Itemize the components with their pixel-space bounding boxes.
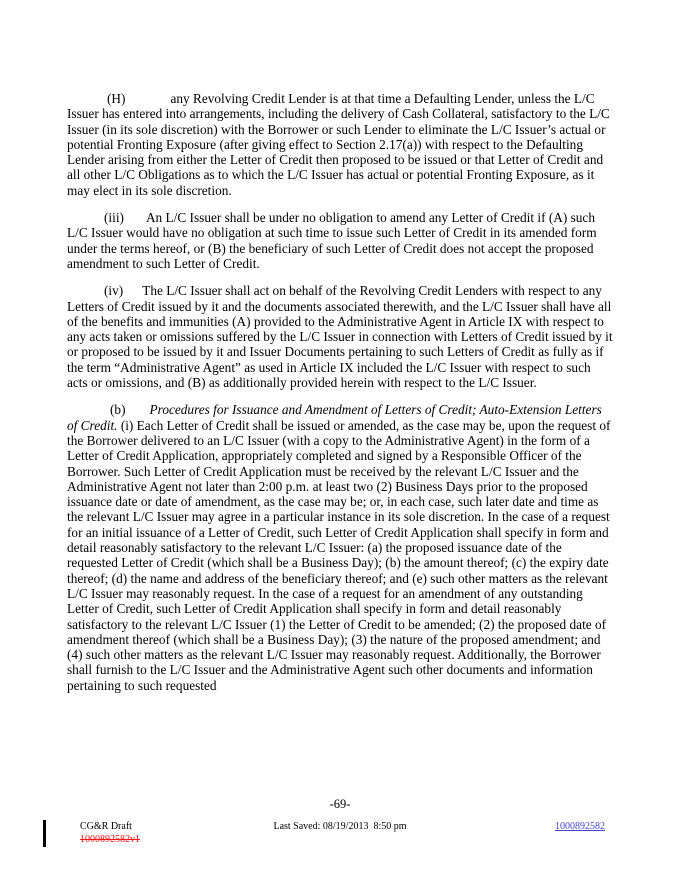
last-saved-text: Last Saved: 08/19/2013 8:50 pm	[273, 821, 407, 832]
tab-spacer	[126, 413, 150, 414]
tab-spacer	[124, 221, 146, 222]
clause-heading-italic: Procedures for Issuance and Amendment of Letters of Credit; Auto-Extension Letters of Credit.	[67, 402, 602, 433]
paragraph-text: An L/C Issuer shall be under no obligation to amend any Letter of Credit if (A) such L/C Issuer would have no obligation at such time to issue such Letter of Credit in its amended form under the terms hereof, or (B) the beneficiary of such Letter of Credit does not accept the proposed amendment to such Letter of Credit.	[67, 210, 597, 271]
paragraph-label: (b)	[110, 402, 126, 418]
document-id-struck: 1000892582v1	[80, 833, 140, 845]
paragraph-text: any Revolving Credit Lender is at that time a Defaulting Lender, unless the L/C Issuer has entered into arrangements, including the delivery of Cash Collateral, satisfactory to the L/C Issuer (in its sole discretion) with the Borrower or such Lender to eliminate the L/C Issuer’s actual or potential Fronting Exposure (after giving effect to Section 2.17(a)) with respect to the Defaulting Lender arising from either the Letter of Credit then proposed to be issued or that Letter of Credit and all other L/C Obligations as to which the L/C Issuer has actual or potential Fronting Exposure, as it may elect in its sole discretion.	[67, 91, 610, 198]
document-body	[67, 91, 614, 693]
paragraph-iii	[67, 210, 614, 271]
tab-spacer	[123, 294, 142, 295]
document-id-link[interactable]: 1000892582	[555, 821, 605, 832]
paragraph-text: (i) Each Letter of Credit shall be issued or amended, as the case may be, upon the request of the Borrower delivered to an L/C Issuer (with a copy to the Administrative Agent) in the form of a Letter of Credit Application, appropriately completed and signed by a Responsible Officer of the Borrower. Such Letter of Credit Application must be received by the relevant L/C Issuer and the Administrative Agent not later than 2:00 p.m. at least two (2) Business Days prior to the proposed issuance date or date of amendment, as the case may be; or, in each case, such later date and time as the relevant L/C Issuer may agree in a particular instance in its sole discretion. In the case of a request for an initial issuance of a Letter of Credit, such Letter of Credit Application shall specify in form and detail reasonably satisfactory to the relevant L/C Issuer: (a) the proposed issuance date of the requested Letter of Credit (which shall be a Business Day); (b) the amount thereof; (c) the expiry date thereof; (d) the name and address of the beneficiary thereof; and (e) such other matters as the relevant L/C Issuer may reasonably request. In the case of a request for an amendment of any outstanding Letter of Credit, such Letter of Credit Application shall specify in form and detail reasonably satisfactory to the relevant L/C Issuer (1) the Letter of Credit to be amended; (2) the proposed date of amendment thereof (which shall be a Business Day); (3) the nature of the proposed amendment; and (4) such other matters as the relevant L/C Issuer may reasonably request. Additionally, the Borrower shall furnish to the L/C Issuer and the Administrative Agent such other documents and information pertaining to such requested	[67, 417, 611, 693]
paragraph-iv	[67, 283, 614, 390]
paragraph-label: (iv)	[104, 283, 124, 299]
footer	[0, 818, 680, 858]
draft-label: CG&R Draft	[80, 821, 132, 832]
paragraph-label: (iii)	[104, 210, 124, 226]
page-number: -69-	[329, 797, 351, 811]
paragraph-b	[67, 402, 614, 693]
paragraph-text: The L/C Issuer shall act on behalf of the Revolving Credit Lenders with respect to any Letters of Credit issued by it and the documents associated therewith, and the L/C Issuer shall have all of the benefits and immunities (A) provided to the Administrative Agent in Article IX with respect to any acts taken or omissions suffered by the L/C Issuer in connection with Letters of Credit issued by it or proposed to be issued by it and Issuer Documents pertaining to such Letters of Credit as fully as if the term “Administrative Agent” as used in Article IX included the L/C Issuer with respect to such acts or omissions, and (B) as additionally provided herein with respect to the L/C Issuer.	[67, 283, 613, 391]
paragraph-label: (H)	[107, 91, 126, 106]
tab-spacer	[125, 102, 170, 103]
paragraph-h	[67, 91, 614, 198]
